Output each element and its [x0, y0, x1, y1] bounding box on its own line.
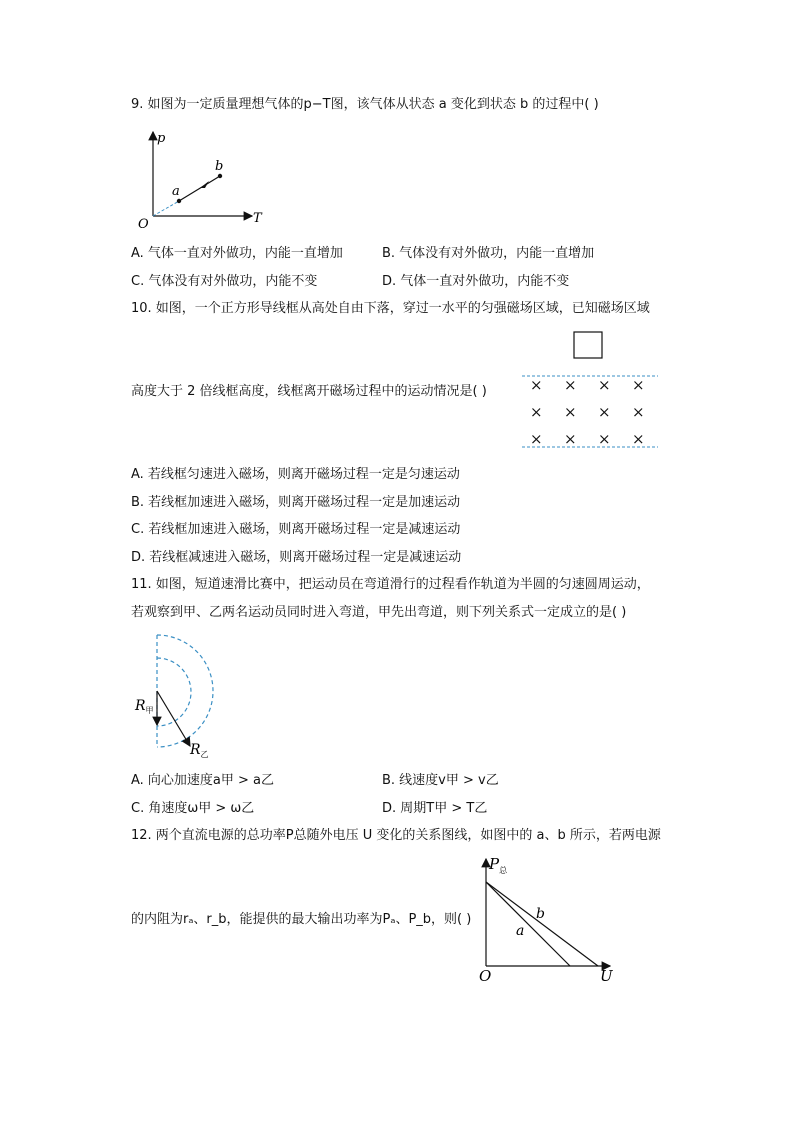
q10-option-a: A. 若线框匀速进入磁场，则离开磁场过程一定是匀速运动: [131, 467, 460, 482]
q11-option-c: C. 角速度ω甲 > ω乙: [131, 801, 255, 816]
b-label: b: [215, 159, 224, 174]
svg-text:×: ×: [530, 403, 543, 421]
svg-text:×: ×: [632, 403, 645, 421]
svg-text:×: ×: [530, 376, 543, 394]
svg-text:×: ×: [564, 430, 577, 448]
q12-stem-line2: 的内阻为rₐ、r_b，能提供的最大输出功率为Pₐ、P_b，则( ): [131, 912, 472, 927]
origin-label: O: [138, 217, 149, 230]
q10-stem-line2: 高度大于 2 倍线框高度，线框离开磁场过程中的运动情况是( ): [131, 384, 487, 399]
q9-option-b: B. 气体没有对外做功，内能一直增加: [382, 246, 595, 261]
origin-label: O: [479, 967, 492, 985]
line-a: [486, 882, 570, 966]
r-yi-arrow: [157, 691, 190, 746]
q9-option-a: A. 气体一直对外做功，内能一直增加: [131, 246, 343, 261]
q11-stem-line1: 11. 如图，短道速滑比赛中，把运动员在弯道滑行的过程看作轨道为半圆的匀速圆周运动，: [131, 577, 650, 592]
r-jia-label: $R_甲$: [135, 698, 154, 715]
extension-line: [153, 201, 179, 216]
svg-text:×: ×: [632, 430, 645, 448]
a-label: a: [516, 923, 525, 939]
q9-stem: 9. 如图为一定质量理想气体的p−T图，该气体从状态 a 变化到状态 b 的过程中( ): [131, 97, 599, 112]
t-label: T: [253, 211, 262, 226]
u-label: U: [600, 967, 613, 985]
q12-stem-line1: 12. 两个直流电源的总功率P总随外电压 U 变化的关系图线，如图中的 a、b 所示，若两电源: [131, 828, 661, 843]
point-a: [177, 199, 181, 203]
point-b: [218, 174, 222, 178]
q10-option-b: B. 若线框加速进入磁场，则离开磁场过程一定是加速运动: [131, 495, 461, 510]
q10-stem-line1: 10. 如图，一个正方形导线框从高处自由下落，穿过一水平的匀强磁场区域，已知磁场区域: [131, 301, 650, 316]
svg-text:×: ×: [632, 376, 645, 394]
direction-arrow: [200, 181, 209, 188]
p-zong-label: $P_总$: [489, 855, 508, 875]
q9-option-c: C. 气体没有对外做功，内能不变: [131, 274, 318, 289]
ab-line: [179, 176, 220, 201]
field-crosses: [530, 376, 645, 448]
q11-track-figure: [130, 630, 230, 758]
q11-stem-line2: 若观察到甲、乙两名运动员同时进入弯道，甲先出弯道，则下列关系式一定成立的是( ): [131, 605, 627, 620]
q9-option-d: D. 气体一直对外做功，内能不变: [382, 274, 570, 289]
q12-power-voltage-graph: [474, 855, 619, 985]
q11-option-b: B. 线速度v甲 > v乙: [382, 773, 499, 788]
svg-text:×: ×: [564, 403, 577, 421]
q9-pt-graph: [130, 126, 270, 230]
svg-text:×: ×: [598, 430, 611, 448]
r-yi-label: $R_乙$: [190, 742, 209, 758]
q10-option-d: D. 若线框减速进入磁场，则离开磁场过程一定是减速运动: [131, 550, 462, 565]
inner-track: [157, 658, 191, 726]
a-label: a: [172, 184, 180, 199]
q11-option-a: A. 向心加速度a甲 > a乙: [131, 773, 275, 788]
outer-track: [157, 635, 213, 747]
b-label: b: [536, 906, 545, 922]
square-coil: [574, 332, 602, 358]
q10-option-c: C. 若线框加速进入磁场，则离开磁场过程一定是减速运动: [131, 522, 461, 537]
p-label: p: [157, 131, 166, 146]
q11-option-d: D. 周期T甲 > T乙: [382, 801, 488, 816]
q10-magnetic-field-figure: [520, 328, 660, 450]
svg-text:×: ×: [564, 376, 577, 394]
line-b: [486, 882, 598, 966]
svg-text:×: ×: [530, 430, 543, 448]
svg-text:×: ×: [598, 403, 611, 421]
svg-text:×: ×: [598, 376, 611, 394]
